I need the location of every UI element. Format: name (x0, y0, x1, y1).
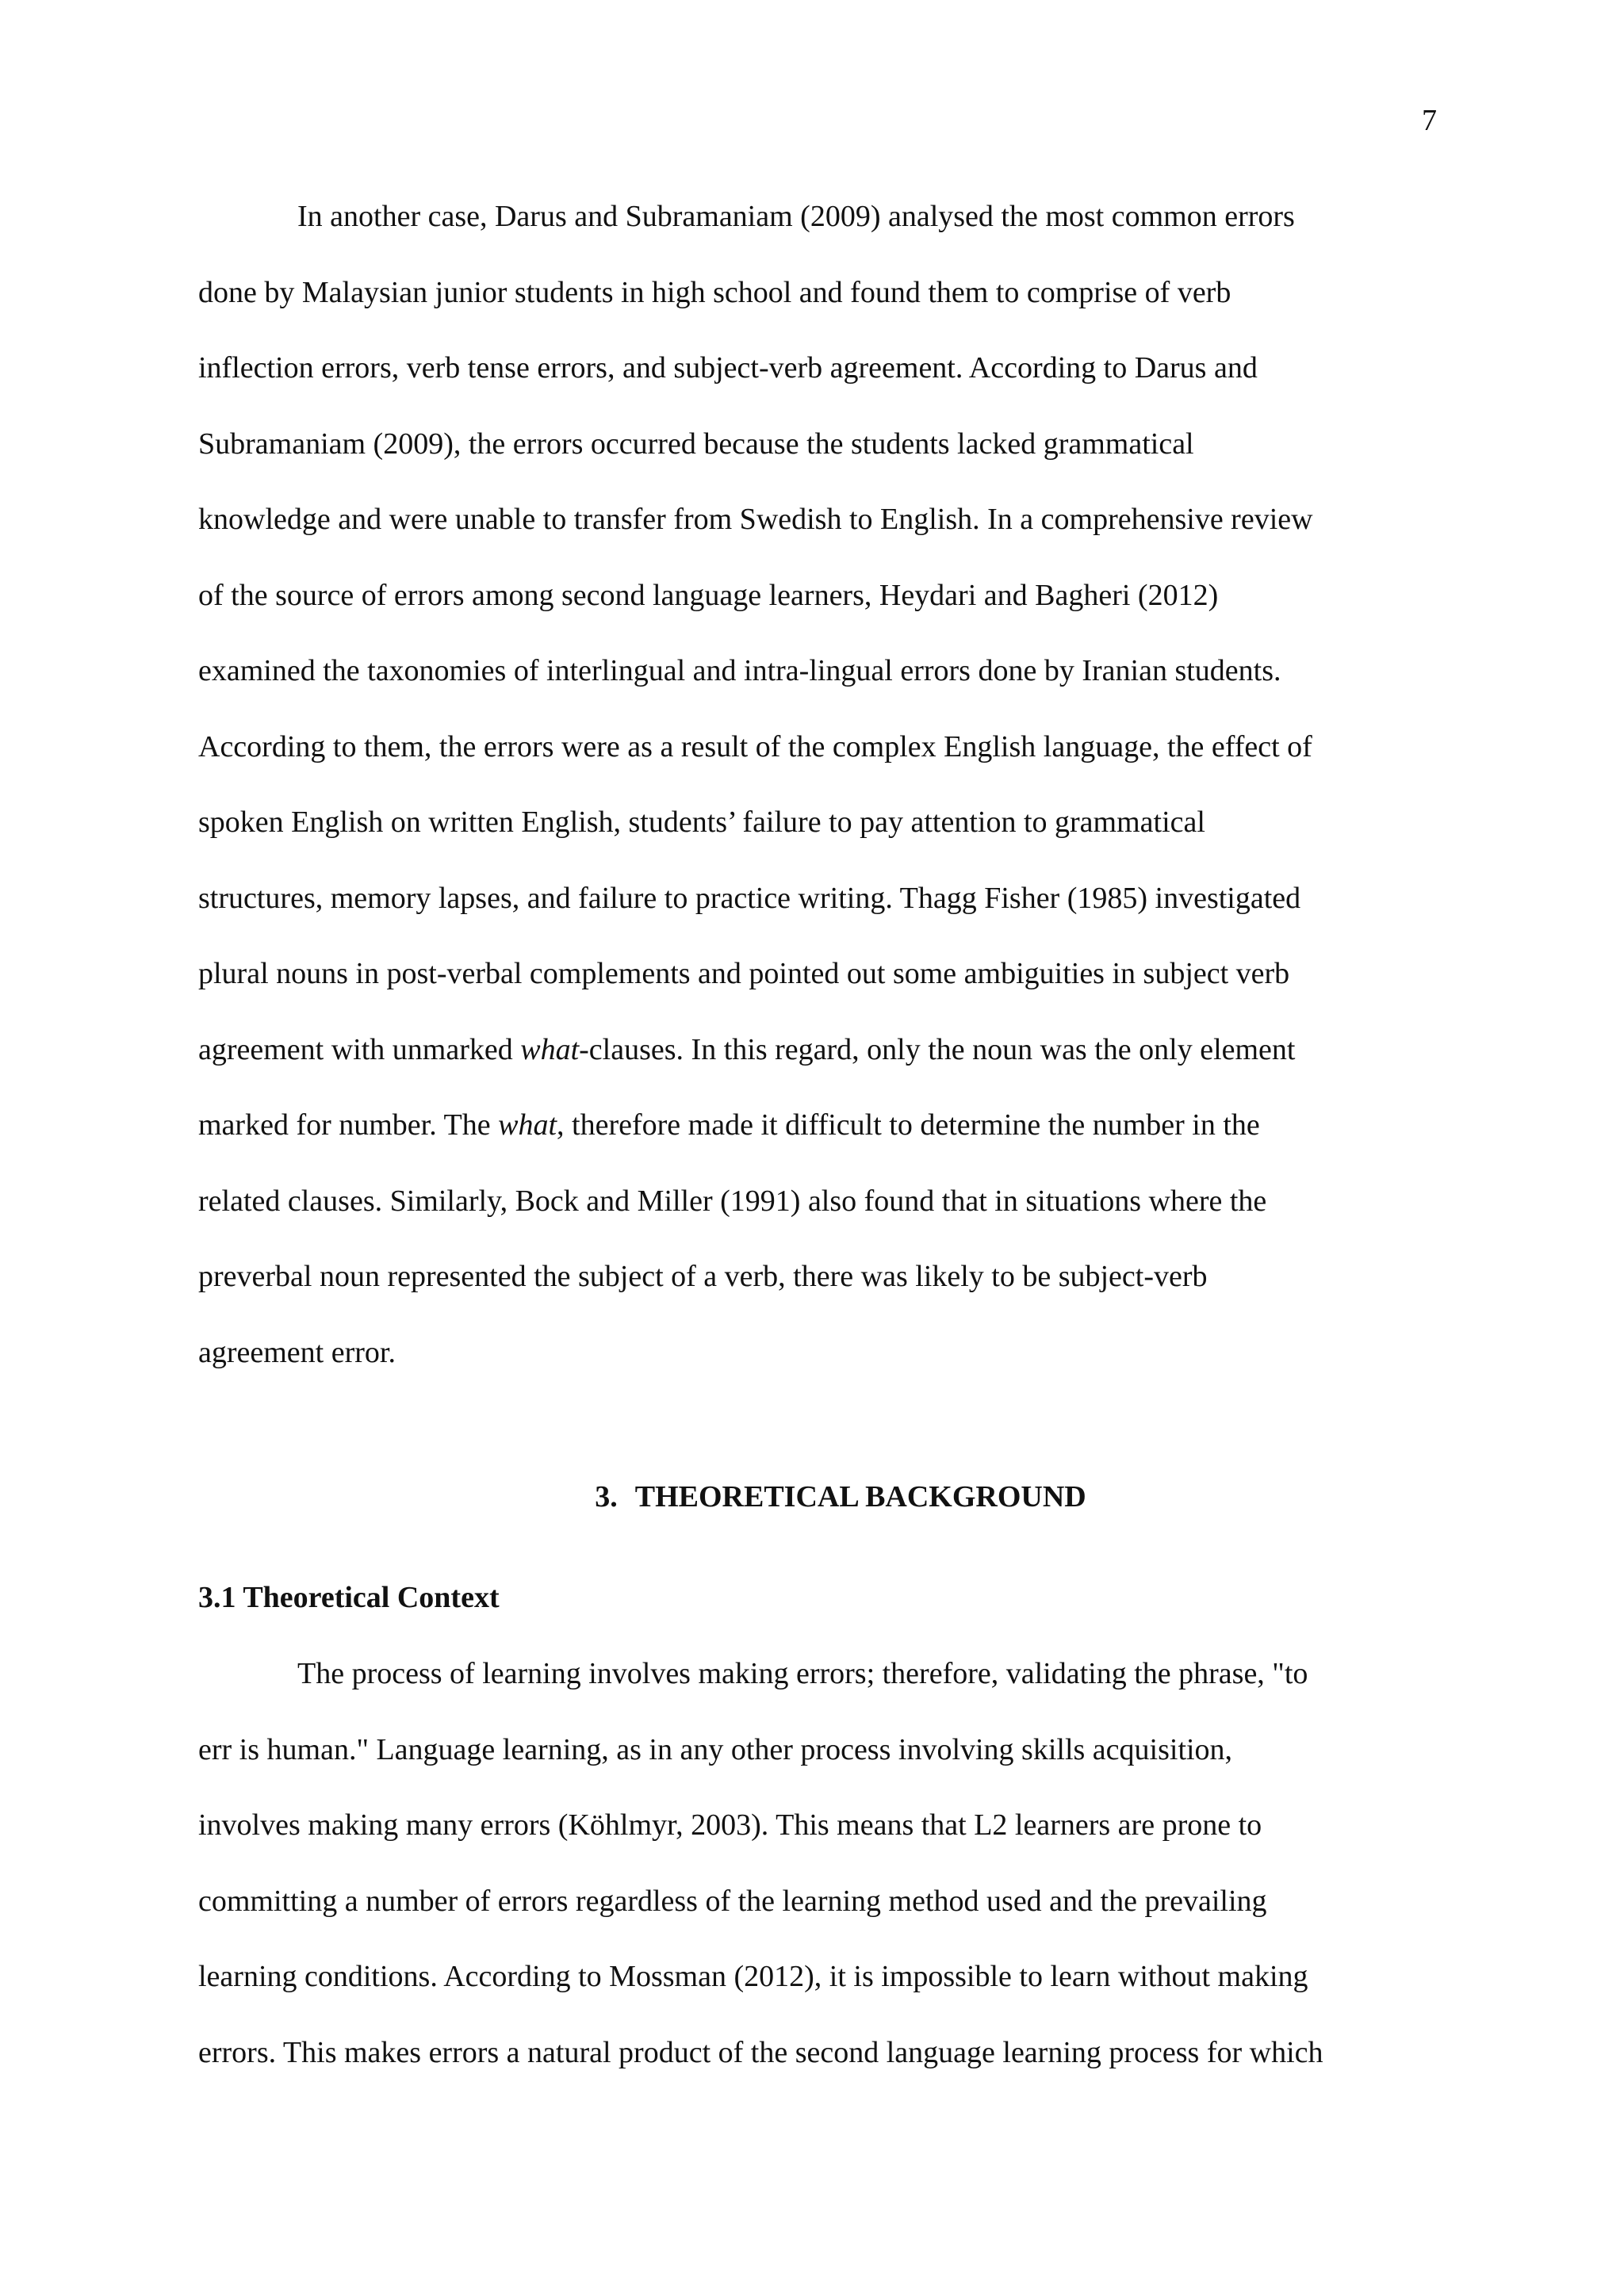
paragraph-line: err is human." Language learning, as in any other process involving skills acquisition, (198, 1732, 1233, 1766)
paragraph-line: The process of learning involves making errors; therefore, validating the phrase, "to (297, 1657, 1308, 1690)
paragraph-line: committing a number of errors regardless of the learning method used and the prevailing (198, 1884, 1267, 1918)
paragraph-line: involves making many errors (Köhlmyr, 2003). This means that L2 learners are prone to (198, 1808, 1262, 1842)
paragraph-theoretical-context (198, 1650, 1435, 2104)
text-run: agreement with unmarked (198, 1032, 521, 1066)
paragraph-line: learning conditions. According to Mossman (2012), it is impossible to learn without making (198, 1960, 1308, 1993)
paragraph-line-with-italic (198, 1026, 1435, 1102)
paragraph-darus-subramaniam (198, 193, 1435, 1404)
paragraph-line: In another case, Darus and Subramaniam (2009) analysed the most common errors (297, 200, 1295, 233)
paragraph-line: structures, memory lapses, and failure to practice writing. Thagg Fisher (1985) investigated (198, 881, 1301, 915)
paragraph-line: related clauses. Similarly, Bock and Miller (1991) also found that in situations where the (198, 1184, 1267, 1218)
paragraph-line: Subramaniam (2009), the errors occurred because the students lacked grammatical (198, 427, 1194, 461)
paragraph-line: According to them, the errors were as a result of the complex English language, the effect of (198, 729, 1312, 763)
paragraph-line: spoken English on written English, students’ failure to pay attention to grammatical (198, 806, 1205, 839)
paragraph-line: preverbal noun represented the subject of a verb, there was likely to be subject-verb (198, 1260, 1208, 1293)
text-run: marked for number. The (198, 1108, 499, 1142)
paragraph-line: errors. This makes errors a natural product of the second language learning process for which (198, 2035, 1323, 2069)
subsection-heading: 3.1 Theoretical Context (198, 1581, 500, 1614)
italic-term-what: what (498, 1108, 557, 1142)
italic-term-what: what (520, 1032, 580, 1066)
paragraph-line: agreement error. (198, 1335, 396, 1369)
paragraph-line-with-italic (198, 1101, 1435, 1177)
paragraph-line: knowledge and were unable to transfer from Swedish to English. In a comprehensive review (198, 503, 1313, 536)
paragraph-line: done by Malaysian junior students in high school and found them to comprise of verb (198, 275, 1231, 309)
text-run: -clauses. In this regard, only the noun was the only element (579, 1032, 1296, 1066)
page-number: 7 (1422, 104, 1437, 137)
paragraph-line: plural nouns in post-verbal complements and pointed out some ambiguities in subject verb (198, 957, 1290, 990)
paragraph-line: inflection errors, verb tense errors, and subject-verb agreement. According to Darus and (198, 351, 1258, 385)
paragraph-line: of the source of errors among second language learners, Heydari and Bagheri (2012) (198, 578, 1219, 612)
paragraph-line: examined the taxonomies of interlingual and intra-lingual errors done by Iranian students. (198, 654, 1281, 687)
section-title: THEORETICAL BACKGROUND (634, 1480, 1086, 1513)
section-number: 3. (595, 1480, 618, 1513)
section-heading (198, 1473, 1483, 1521)
text-run: , therefore made it difficult to determine the number in the (557, 1108, 1260, 1142)
